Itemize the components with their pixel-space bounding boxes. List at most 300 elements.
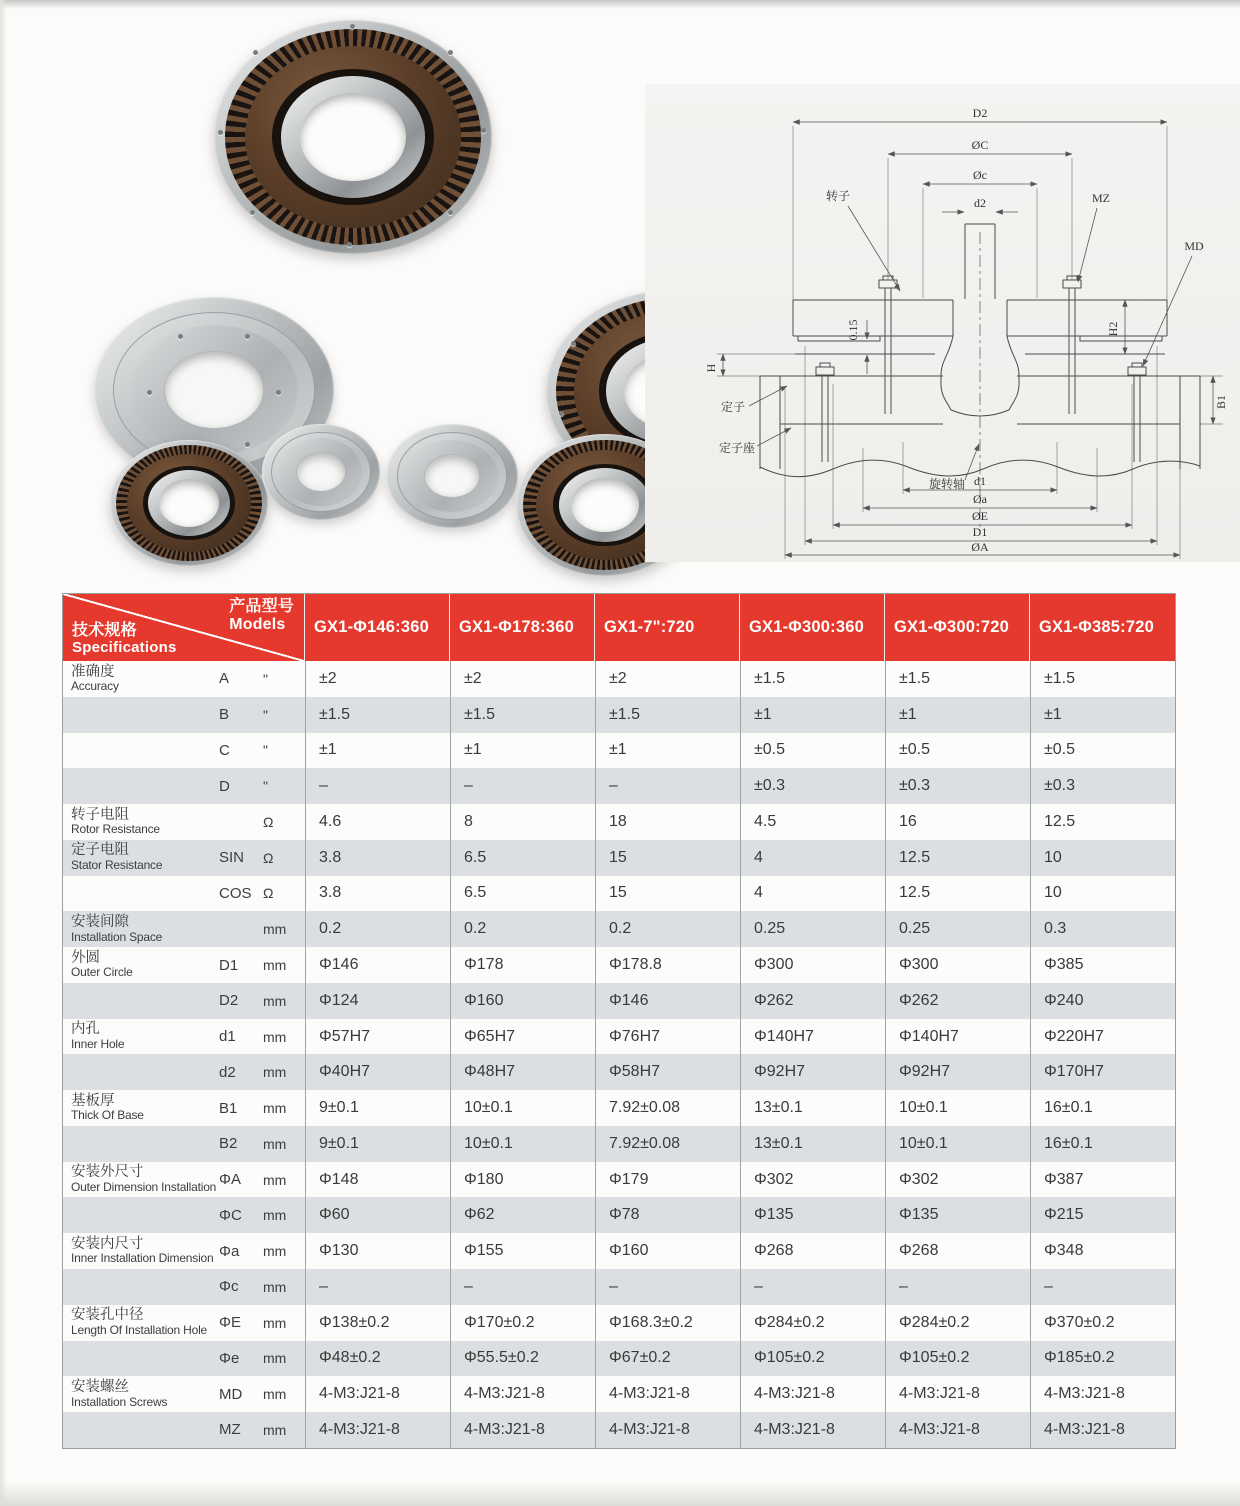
- row-value: ±0.3: [1030, 768, 1175, 804]
- row-group-label-en: Thick Of Base: [71, 1108, 144, 1123]
- ring-layer: [571, 478, 639, 532]
- row-value: 0.25: [740, 911, 885, 947]
- row-value: Φ302: [740, 1162, 885, 1198]
- row-value: Φ185±0.2: [1030, 1341, 1175, 1377]
- dim-label-phic-upper: ØC: [971, 138, 989, 152]
- row-group-label-en: Outer Dimension Installation: [71, 1179, 217, 1194]
- row-group-label-zh: 内孔: [71, 1021, 100, 1038]
- row-param-symbol: D: [219, 777, 230, 795]
- spec-table: [62, 593, 1176, 1449]
- table-row: [63, 768, 1175, 804]
- row-value: 4-M3:J21-8: [885, 1412, 1030, 1448]
- dim-label-h2: H2: [1106, 321, 1120, 337]
- row-value: Φ284±0.2: [740, 1305, 885, 1341]
- row-group-label: [63, 768, 219, 804]
- row-value: 4-M3:J21-8: [1030, 1376, 1175, 1412]
- row-value: Φ92H7: [740, 1054, 885, 1090]
- row-value: ±2: [595, 661, 740, 697]
- row-value: 0.3: [1030, 911, 1175, 947]
- part-label-stator-seat: 定子座: [718, 441, 756, 455]
- dim-label-d1-outer: D1: [972, 525, 988, 539]
- ring-layer: [164, 351, 265, 429]
- row-unit: ": [263, 706, 268, 723]
- row-value: Φ178: [450, 947, 595, 983]
- table-row: [63, 1269, 1175, 1305]
- row-value: Φ105±0.2: [740, 1341, 885, 1377]
- header-model-col-3: GX1-7":720: [595, 594, 740, 661]
- row-value: 0.2: [450, 911, 595, 947]
- row-value: Φ140H7: [740, 1019, 885, 1055]
- table-row: [63, 1233, 1175, 1269]
- row-param-symbol: ΦE: [219, 1314, 241, 1332]
- ring-layer: [296, 452, 346, 492]
- row-group-label: [63, 1341, 219, 1377]
- row-value: Φ148: [305, 1162, 450, 1198]
- row-unit: mm: [263, 1064, 287, 1081]
- dim-label-phia-outer: ØA: [971, 540, 989, 554]
- photo-stator-ring-small-silver-1: [262, 424, 380, 520]
- row-value: 6.5: [450, 840, 595, 876]
- row-value: 4-M3:J21-8: [740, 1412, 885, 1448]
- row-value: 12.5: [885, 876, 1030, 912]
- row-value: –: [305, 768, 450, 804]
- row-group-label: [63, 1233, 219, 1269]
- row-group-label-zh: 转子电阻: [71, 806, 129, 823]
- row-value: Φ60: [305, 1197, 450, 1233]
- row-value: 4: [740, 876, 885, 912]
- models-header-label: [229, 598, 294, 633]
- row-value: 16±0.1: [1030, 1090, 1175, 1126]
- row-value: Φ240: [1030, 983, 1175, 1019]
- row-unit: mm: [263, 1421, 287, 1438]
- row-param-symbol: Φa: [219, 1242, 240, 1260]
- photo-stator-ring-small-silver-2: [386, 424, 518, 528]
- row-value: ±1.5: [1030, 661, 1175, 697]
- table-row: [63, 983, 1175, 1019]
- row-unit: mm: [263, 1243, 287, 1260]
- extension-lines: [717, 126, 1223, 559]
- row-param-symbol: C: [219, 741, 230, 759]
- dim-label-d2-shaft: d2: [974, 196, 986, 210]
- row-param-symbol: MD: [219, 1385, 243, 1403]
- row-group-label-zh: 准确度: [71, 663, 115, 680]
- row-param-symbol: D2: [219, 992, 239, 1010]
- screw-dot: [481, 128, 486, 133]
- table-row: [63, 911, 1175, 947]
- part-label-stator: 定子: [720, 400, 746, 414]
- dim-label-h: H: [704, 363, 718, 373]
- screw-dot: [350, 24, 355, 29]
- row-value: 16±0.1: [1030, 1126, 1175, 1162]
- table-row: [63, 661, 1175, 697]
- row-unit: mm: [263, 1028, 287, 1045]
- photo-encoder-ring-large: [214, 20, 492, 254]
- row-value: ±0.5: [740, 733, 885, 769]
- row-group-label-zh: 安装间隙: [71, 913, 129, 930]
- row-value: –: [885, 1269, 1030, 1305]
- models-label-zh: 产品型号: [229, 598, 294, 615]
- table-row: [63, 1126, 1175, 1162]
- row-param-symbol: [219, 911, 263, 947]
- row-value: 12.5: [885, 840, 1030, 876]
- row-unit: mm: [263, 921, 287, 938]
- row-value: 4.6: [305, 804, 450, 840]
- table-row: [63, 1376, 1175, 1412]
- row-unit: mm: [263, 1350, 287, 1367]
- row-group-label: [63, 1376, 219, 1412]
- row-group-label: [63, 1269, 219, 1305]
- table-row: [63, 804, 1175, 840]
- ring-layer: [159, 479, 219, 527]
- ring-layer: [300, 93, 406, 182]
- row-value: Φ78: [595, 1197, 740, 1233]
- row-value: 9±0.1: [305, 1126, 450, 1162]
- row-value: Φ387: [1030, 1162, 1175, 1198]
- row-param-symbol: A: [219, 670, 230, 688]
- row-unit: mm: [263, 1171, 287, 1188]
- row-value: ±2: [450, 661, 595, 697]
- row-value: Φ168.3±0.2: [595, 1305, 740, 1341]
- row-value: Φ76H7: [595, 1019, 740, 1055]
- row-group-label-en: Rotor Resistance: [71, 822, 160, 837]
- table-row: [63, 1054, 1175, 1090]
- row-value: –: [1030, 1269, 1175, 1305]
- row-unit: mm: [263, 1207, 287, 1224]
- row-value: Φ67±0.2: [595, 1341, 740, 1377]
- row-value: Φ220H7: [1030, 1019, 1175, 1055]
- row-value: ±1: [1030, 697, 1175, 733]
- row-param-symbol: COS: [219, 884, 252, 902]
- spec-label-zh: 技术规格: [72, 621, 137, 639]
- row-param-symbol: MZ: [219, 1421, 241, 1439]
- row-param-symbol: [219, 804, 263, 840]
- row-value: 10±0.1: [450, 1126, 595, 1162]
- header-model-col-4: GX1-Φ300:360: [740, 594, 885, 661]
- table-row: [63, 697, 1175, 733]
- row-group-label: [63, 1162, 219, 1198]
- row-group-label: [63, 947, 219, 983]
- ring-layer: [424, 454, 479, 498]
- row-value: Φ55.5±0.2: [450, 1341, 595, 1377]
- table-row: [63, 1019, 1175, 1055]
- row-value: 13±0.1: [740, 1090, 885, 1126]
- part-label-rotor: 转子: [825, 189, 851, 203]
- leader-lines: [749, 206, 1192, 480]
- row-param-symbol: d2: [219, 1063, 236, 1081]
- row-value: 4-M3:J21-8: [885, 1376, 1030, 1412]
- row-value: ±1: [740, 697, 885, 733]
- row-group-label: [63, 1126, 219, 1162]
- row-value: Φ138±0.2: [305, 1305, 450, 1341]
- row-unit: mm: [263, 1100, 287, 1117]
- screws-md: [816, 363, 1146, 462]
- row-value: 3.8: [305, 876, 450, 912]
- row-value: Φ48±0.2: [305, 1341, 450, 1377]
- row-group-label-en: Installation Space: [71, 929, 163, 944]
- row-value: Φ215: [1030, 1197, 1175, 1233]
- row-value: Φ262: [740, 983, 885, 1019]
- table-row: [63, 1162, 1175, 1198]
- row-value: Φ160: [450, 983, 595, 1019]
- row-param-symbol: ΦC: [219, 1206, 242, 1224]
- scan-edge-left: [0, 0, 7, 1506]
- row-param-symbol: Φc: [219, 1278, 239, 1296]
- row-group-label-zh: 安装内尺寸: [71, 1235, 144, 1252]
- table-row: [63, 947, 1175, 983]
- part-label-mz: MZ: [1092, 191, 1110, 205]
- row-param-symbol: d1: [219, 1028, 236, 1046]
- row-group-label-en: Inner Installation Dimension: [71, 1251, 214, 1266]
- row-value: –: [450, 1269, 595, 1305]
- row-value: Φ105±0.2: [885, 1341, 1030, 1377]
- row-value: Φ178.8: [595, 947, 740, 983]
- technical-drawing: [645, 84, 1240, 562]
- row-value: 15: [595, 840, 740, 876]
- row-value: ±1: [305, 733, 450, 769]
- row-value: Φ57H7: [305, 1019, 450, 1055]
- row-value: 4-M3:J21-8: [450, 1376, 595, 1412]
- row-value: Φ170±0.2: [450, 1305, 595, 1341]
- row-value: 10: [1030, 876, 1175, 912]
- row-value: 12.5: [1030, 804, 1175, 840]
- row-value: Φ58H7: [595, 1054, 740, 1090]
- row-unit: mm: [263, 1314, 287, 1331]
- row-value: Φ135: [740, 1197, 885, 1233]
- row-group-label-en: Installation Screws: [71, 1394, 168, 1409]
- row-value: –: [450, 768, 595, 804]
- row-group-label: [63, 661, 219, 697]
- row-value: Φ348: [1030, 1233, 1175, 1269]
- row-value: Φ146: [305, 947, 450, 983]
- scan-edge-top: [0, 0, 1240, 9]
- row-value: Φ170H7: [1030, 1054, 1175, 1090]
- table-row: [63, 1341, 1175, 1377]
- row-group-label: [63, 1412, 219, 1448]
- row-unit: ": [263, 778, 268, 795]
- header-spec-models-cell: [63, 594, 305, 661]
- table-row: [63, 1197, 1175, 1233]
- row-value: 4-M3:J21-8: [740, 1376, 885, 1412]
- models-label-en: Models: [229, 615, 286, 633]
- row-value: Φ155: [450, 1233, 595, 1269]
- row-value: –: [595, 768, 740, 804]
- row-value: Φ146: [595, 983, 740, 1019]
- row-unit: Ω: [263, 885, 274, 902]
- row-value: 3.8: [305, 840, 450, 876]
- row-value: ±1.5: [305, 697, 450, 733]
- row-group-label: [63, 1054, 219, 1090]
- row-group-label-zh: 外圆: [71, 949, 100, 966]
- row-param-symbol: SIN: [219, 849, 245, 867]
- row-group-label-en: Outer Circle: [71, 965, 133, 980]
- row-value: Φ179: [595, 1162, 740, 1198]
- row-group-label-zh: 安装孔中径: [71, 1307, 144, 1324]
- row-value: Φ268: [885, 1233, 1030, 1269]
- row-value: Φ262: [885, 983, 1030, 1019]
- row-value: 18: [595, 804, 740, 840]
- row-group-label: [63, 804, 219, 840]
- row-value: Φ62: [450, 1197, 595, 1233]
- row-group-label-zh: 基板厚: [71, 1092, 115, 1109]
- technical-drawing-panel: [645, 84, 1240, 562]
- row-value: –: [740, 1269, 885, 1305]
- row-value: ±0.5: [1030, 733, 1175, 769]
- row-group-label-en: Accuracy: [71, 679, 119, 694]
- row-param-symbol: B1: [219, 1099, 238, 1117]
- row-value: 10±0.1: [885, 1090, 1030, 1126]
- dim-label-gap: 0.15: [846, 319, 860, 341]
- row-value: –: [305, 1269, 450, 1305]
- row-group-label: [63, 1197, 219, 1233]
- row-value: 4-M3:J21-8: [450, 1412, 595, 1448]
- row-value: 9±0.1: [305, 1090, 450, 1126]
- screw-dot: [559, 411, 564, 416]
- screw-dot: [448, 210, 453, 215]
- row-group-label-en: Inner Hole: [71, 1036, 125, 1051]
- row-value: ±0.3: [740, 768, 885, 804]
- row-value: 0.25: [885, 911, 1030, 947]
- spec-label-en: Specifications: [72, 638, 177, 656]
- dimension-lines: [720, 122, 1213, 555]
- row-group-label: [63, 911, 219, 947]
- table-row: [63, 876, 1175, 912]
- row-value: 16: [885, 804, 1030, 840]
- row-value: Φ302: [885, 1162, 1030, 1198]
- row-value: 4-M3:J21-8: [595, 1376, 740, 1412]
- row-value: Φ370±0.2: [1030, 1305, 1175, 1341]
- row-value: ±1.5: [595, 697, 740, 733]
- row-value: 0.2: [595, 911, 740, 947]
- row-value: Φ40H7: [305, 1054, 450, 1090]
- row-value: Φ300: [740, 947, 885, 983]
- row-value: 8: [450, 804, 595, 840]
- row-value: 10±0.1: [450, 1090, 595, 1126]
- spec-header-label: [72, 622, 177, 656]
- row-value: 7.92±0.08: [595, 1126, 740, 1162]
- table-row: [63, 1412, 1175, 1448]
- row-value: Φ180: [450, 1162, 595, 1198]
- table-row: [63, 1305, 1175, 1341]
- row-value: 15: [595, 876, 740, 912]
- row-value: ±1.5: [450, 697, 595, 733]
- row-param-symbol: B: [219, 706, 230, 724]
- dim-label-b1: B1: [1214, 394, 1228, 410]
- screw-dot: [571, 341, 576, 346]
- row-value: Φ92H7: [885, 1054, 1030, 1090]
- row-param-symbol: B2: [219, 1135, 238, 1153]
- screw-dot: [250, 210, 255, 215]
- part-label-md: MD: [1184, 239, 1204, 253]
- spec-table-body: [63, 661, 1175, 1448]
- row-value: 7.92±0.08: [595, 1090, 740, 1126]
- row-value: –: [595, 1269, 740, 1305]
- dim-label-d1-inner: d1: [974, 474, 986, 488]
- scan-edge-bottom: [0, 1482, 1240, 1506]
- row-value: ±1.5: [885, 661, 1030, 697]
- row-unit: mm: [263, 957, 287, 973]
- row-value: ±1: [450, 733, 595, 769]
- part-label-rotation-axis: 旋转轴: [928, 477, 966, 491]
- row-group-label-zh: 安装外尺寸: [71, 1164, 144, 1181]
- row-unit: Ω: [263, 813, 274, 830]
- row-value: ±2: [305, 661, 450, 697]
- row-value: Φ160: [595, 1233, 740, 1269]
- row-unit: mm: [263, 992, 287, 1009]
- header-model-col-6: GX1-Φ385:720: [1039, 618, 1155, 636]
- row-group-label: [63, 697, 219, 733]
- header-model-col-1: GX1-Φ146:360: [305, 594, 450, 661]
- row-value: 10: [1030, 840, 1175, 876]
- row-value: Φ284±0.2: [885, 1305, 1030, 1341]
- dim-label-phic-lower: Øc: [973, 168, 987, 182]
- row-param-symbol: ΦA: [219, 1171, 241, 1189]
- row-value: ±1.5: [740, 661, 885, 697]
- row-value: ±0.5: [885, 733, 1030, 769]
- table-row: [63, 1090, 1175, 1126]
- table-row: [63, 733, 1175, 769]
- spec-table-header: [63, 594, 1175, 661]
- screw-dot: [147, 390, 152, 395]
- row-group-label-zh: 安装螺丝: [71, 1378, 129, 1395]
- row-value: Φ300: [885, 947, 1030, 983]
- row-value: Φ48H7: [450, 1054, 595, 1090]
- row-unit: mm: [263, 1135, 287, 1152]
- dim-label-phia-inner: Øa: [973, 492, 987, 506]
- row-group-label-zh: 定子电阻: [71, 842, 129, 859]
- row-value: 4.5: [740, 804, 885, 840]
- row-param-symbol: Φe: [219, 1349, 240, 1367]
- row-group-label: [63, 1305, 219, 1341]
- row-value: 10±0.1: [885, 1126, 1030, 1162]
- row-group-label-en: Stator Resistance: [71, 858, 163, 873]
- row-value: Φ268: [740, 1233, 885, 1269]
- row-value: 4-M3:J21-8: [305, 1376, 450, 1412]
- dim-label-phie: ØE: [972, 509, 988, 523]
- row-unit: mm: [263, 1386, 287, 1403]
- header-model-col-5: GX1-Φ300:720: [885, 594, 1030, 661]
- header-model-col-2: GX1-Φ178:360: [450, 594, 595, 661]
- row-value: 4-M3:J21-8: [305, 1412, 450, 1448]
- table-row: [63, 840, 1175, 876]
- row-value: 13±0.1: [740, 1126, 885, 1162]
- row-value: Φ124: [305, 983, 450, 1019]
- row-unit: Ω: [263, 849, 274, 866]
- row-group-label: [63, 1019, 219, 1055]
- row-value: Φ385: [1030, 947, 1175, 983]
- row-unit: ": [263, 742, 268, 759]
- row-value: 4-M3:J21-8: [595, 1412, 740, 1448]
- row-group-label: [63, 983, 219, 1019]
- row-group-label: [63, 840, 219, 876]
- row-value: ±1: [885, 697, 1030, 733]
- row-unit: ": [263, 670, 268, 687]
- row-group-label: [63, 733, 219, 769]
- photo-encoder-ring-small-dark-left: [110, 440, 268, 566]
- row-value: 4: [740, 840, 885, 876]
- row-unit: mm: [263, 1278, 287, 1295]
- row-group-label: [63, 1090, 219, 1126]
- row-value: ±0.3: [885, 768, 1030, 804]
- dim-label-d2-outer: D2: [972, 106, 988, 120]
- row-value: Φ130: [305, 1233, 450, 1269]
- row-group-label-en: Length Of Installation Hole: [71, 1323, 208, 1338]
- row-param-symbol: D1: [219, 956, 239, 974]
- row-group-label: [63, 876, 219, 912]
- row-value: 6.5: [450, 876, 595, 912]
- row-value: Φ65H7: [450, 1019, 595, 1055]
- row-value: ±1: [595, 733, 740, 769]
- row-value: 0.2: [305, 911, 450, 947]
